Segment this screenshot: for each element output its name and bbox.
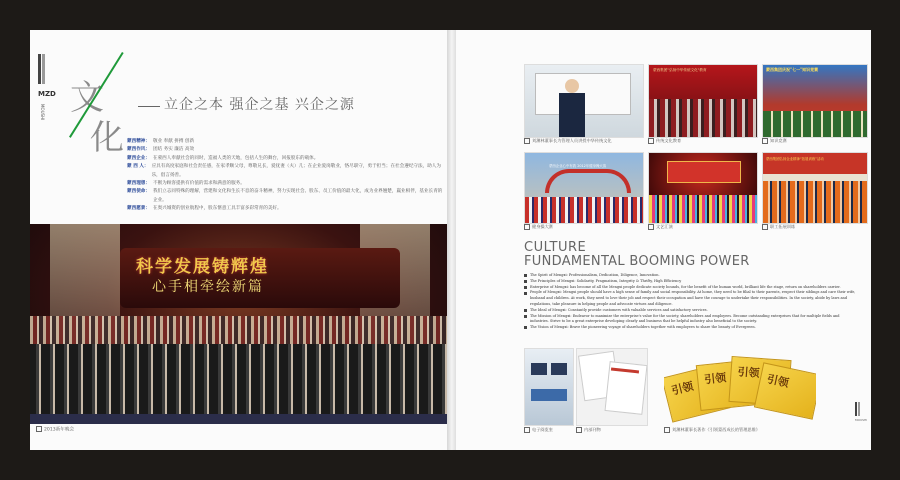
caption-square-icon bbox=[524, 224, 530, 230]
value-text: 应具有高度家庭和社会责任感，在家孝顺父母，尊敬兄长，爱抚妻（夫）儿；在企业爱岗敬业，恪尽职守，勇于担当；在社会遵纪守法，助人为乐，倡言扬善。 bbox=[151, 164, 441, 178]
knowledge-contest-photo bbox=[762, 64, 868, 138]
list-item-text: Enterprise of Mengxi: has become of all the Mengxi people dedicate society bounds, for the benefit of the human world, brilliant life the stage, return on shareholders carrier. bbox=[530, 284, 841, 289]
value-row bbox=[127, 155, 445, 163]
performers bbox=[649, 195, 757, 223]
booklet-title: 引领 bbox=[670, 379, 695, 398]
english-values-list bbox=[524, 273, 859, 331]
caption-text: 内部刊物 bbox=[584, 427, 601, 432]
list-item-text: The Ideal of Mengxi: Constantly provide customers with valuable services and satisfactory services. bbox=[530, 307, 708, 312]
bullet-icon bbox=[524, 274, 527, 277]
photo-caption bbox=[524, 138, 612, 144]
caption-text: 职工拓展训练 bbox=[770, 224, 796, 229]
caption-square-icon bbox=[36, 426, 42, 432]
photo-caption bbox=[524, 427, 553, 433]
speaker-head bbox=[565, 79, 579, 93]
value-row bbox=[127, 146, 445, 154]
stage-banner-line1: 科学发展铸辉煌 bbox=[136, 257, 269, 277]
fitness-contest-photo bbox=[524, 152, 644, 224]
logo-mark-light bbox=[858, 402, 860, 416]
side-logo bbox=[38, 54, 56, 144]
value-key: 蒙西愿景： bbox=[127, 206, 150, 212]
new-year-gala-photo bbox=[30, 224, 450, 424]
value-key: 蒙西企业： bbox=[127, 155, 150, 161]
big-character-hua: 化 bbox=[90, 118, 124, 158]
stage-floor bbox=[30, 414, 450, 424]
logo-mark-light bbox=[42, 54, 45, 84]
art-performance-photo bbox=[648, 152, 758, 224]
photo-caption bbox=[762, 224, 795, 230]
list-item-text: The Principles of Mengxi: Solidarity, Pragmatism, Integrity & Thrifty, High Efficiency bbox=[530, 278, 682, 283]
headline-dash bbox=[138, 106, 160, 107]
page-headline: 立企之本 强企之基 兴企之源 bbox=[164, 97, 355, 113]
booklet bbox=[754, 362, 816, 419]
desk bbox=[531, 389, 567, 401]
value-row bbox=[127, 180, 445, 188]
photo-caption bbox=[762, 138, 787, 144]
value-key: 蒙 西 人： bbox=[127, 164, 149, 170]
lecture-photo bbox=[524, 64, 644, 138]
caption-text: 电子阅览室 bbox=[532, 427, 553, 432]
bullet-icon bbox=[524, 292, 527, 295]
photo-caption bbox=[576, 427, 601, 433]
bullet-icon bbox=[524, 309, 527, 312]
value-key: 蒙西理想： bbox=[127, 181, 150, 187]
big-character-wen: 文 bbox=[70, 78, 104, 118]
audience-rows bbox=[649, 99, 757, 137]
value-text: 我们立志同特殊的理解，营建和文化和生长不息的奋斗精神，努力实现社会、股东、员工价值的最大化，成为业界翘楚，赢业相伴，基业长青的企业。 bbox=[152, 189, 443, 203]
participants bbox=[525, 197, 643, 223]
book-photo bbox=[664, 348, 816, 424]
bullet-icon bbox=[524, 315, 527, 318]
banner-text: 蒙西集团弘扬企业精神“拓展训练”活动 bbox=[766, 157, 824, 161]
value-row bbox=[127, 205, 445, 213]
caption-text: 知识竞赛 bbox=[770, 138, 787, 143]
value-row bbox=[127, 188, 445, 205]
value-key: 蒙西使命： bbox=[127, 189, 150, 195]
section-subtitle-en: FUNDAMENTAL BOOMING POWER bbox=[524, 254, 750, 269]
value-row bbox=[127, 163, 445, 180]
photo-caption bbox=[524, 224, 553, 230]
bullet-icon bbox=[524, 280, 527, 283]
left-page bbox=[30, 30, 450, 450]
list-item bbox=[524, 290, 859, 307]
caption-square-icon bbox=[524, 427, 530, 433]
caption-text: 刘渊林董事长著作《引领蒙西成长的管理思维》 bbox=[672, 427, 760, 432]
booklet-title: 引领 bbox=[765, 372, 790, 390]
caption-square-icon bbox=[524, 138, 530, 144]
logo-text: MZD bbox=[38, 90, 56, 98]
main-photo-caption bbox=[36, 426, 74, 433]
culture-education-photo bbox=[648, 64, 758, 138]
e-reading-room-photo bbox=[524, 348, 574, 426]
photo-caption bbox=[664, 427, 760, 433]
list-item-text: People of Mengxi: Mengxi people should have a high sense of family and social responsibility. At home, they need to be filial to their parents, respect their siblings and care their wife, husband and children. At work, they need to love their job and respect their occupation and have the courage to undertake their responsibilities. In the society, abide by laws and regulations, take pleasure in helping people and advocate virtues and diligence. bbox=[530, 290, 856, 306]
right-page bbox=[456, 30, 871, 450]
stage-screen bbox=[667, 161, 741, 183]
caption-text: 文艺汇演 bbox=[656, 224, 673, 229]
list-item bbox=[524, 325, 859, 331]
booklet-title: 引领 bbox=[737, 365, 760, 380]
trainees bbox=[763, 181, 867, 223]
section-title-en: CULTURE bbox=[524, 240, 587, 255]
caption-text: 传统文化教育 bbox=[656, 138, 682, 143]
photo-caption bbox=[648, 224, 673, 230]
caption-square-icon bbox=[762, 138, 768, 144]
value-text: 在蒙西人奉献社会的同时，造福人类的天地，包括人生的舞台，回报股东的载体。 bbox=[152, 155, 319, 161]
caption-square-icon bbox=[648, 138, 654, 144]
caption-text: 刘渊林董事长为管理人员讲授中华传统文化 bbox=[532, 138, 612, 143]
caption-square-icon bbox=[576, 427, 582, 433]
page-mark bbox=[855, 402, 868, 432]
caption-square-icon bbox=[762, 224, 768, 230]
internal-publication-photo bbox=[576, 348, 648, 426]
list-item-text: The Mission of Mengxi: Endeavor to maximize the enterprise's value for the society, shareholders and employees. Become outstanding enterprises that for multiple fields and industries. Strive to be a great enterprise developing clearly and business that be helpful industry also beneficial to the society. bbox=[530, 313, 840, 324]
caption-square-icon bbox=[648, 224, 654, 230]
inflatable-arch bbox=[545, 169, 631, 193]
logo-mark-dark bbox=[38, 54, 41, 84]
banner-text: 蒙西企业心中有我 2012年健身操大赛 bbox=[549, 164, 607, 168]
photo-caption bbox=[648, 138, 681, 144]
value-key: 蒙西作风： bbox=[127, 147, 150, 153]
logo-mark-dark bbox=[855, 402, 857, 416]
caption-square-icon bbox=[664, 427, 670, 433]
monitor bbox=[551, 363, 567, 375]
value-text: 在奥兴城资的创业航程中，股东惬意工具丰富多彩常青的美好。 bbox=[152, 206, 282, 212]
group-row bbox=[30, 344, 450, 424]
caption-text: 2013新年晚会 bbox=[44, 427, 75, 433]
caption-text: 健身操大赛 bbox=[532, 224, 553, 229]
team-training-photo bbox=[762, 152, 868, 224]
logo-subtext: MOUSHI bbox=[40, 104, 45, 121]
stage-banner-line2: 心手相牵绘新篇 bbox=[152, 279, 264, 295]
monitor bbox=[531, 363, 547, 375]
value-key: 蒙西精神： bbox=[127, 139, 150, 144]
bullet-icon bbox=[524, 286, 527, 289]
value-text: 敬业 奉献 拼搏 创新 bbox=[152, 139, 195, 144]
contest-desks bbox=[763, 111, 867, 137]
list-item bbox=[524, 314, 859, 326]
value-text: 团结 务实 廉洁 高效 bbox=[152, 147, 195, 153]
bullet-icon bbox=[524, 326, 527, 329]
speaker-suit bbox=[559, 93, 585, 137]
banner-text: 蒙西集团庆祝"七一"知识竞赛 bbox=[766, 67, 819, 72]
value-text: 不断为顾客提供有价值的需求和满意的服务。 bbox=[152, 181, 245, 187]
page-mark-text: MOUSHI bbox=[855, 418, 868, 422]
value-row bbox=[127, 138, 445, 146]
list-item-text: The Vision of Mengxi: Brave the pioneering voyage of shareholders together with employees to share the beauty of Evergreen. bbox=[530, 325, 756, 330]
list-item-text: The Spirit of Mengxi: Professionalism, Dedication, Diligence, Innovation. bbox=[530, 273, 660, 277]
booklet-title: 引领 bbox=[703, 371, 727, 387]
corporate-values-list bbox=[127, 138, 445, 214]
banner-text: 蒙西集团"弘扬中华传统文化"教育 bbox=[653, 68, 707, 72]
